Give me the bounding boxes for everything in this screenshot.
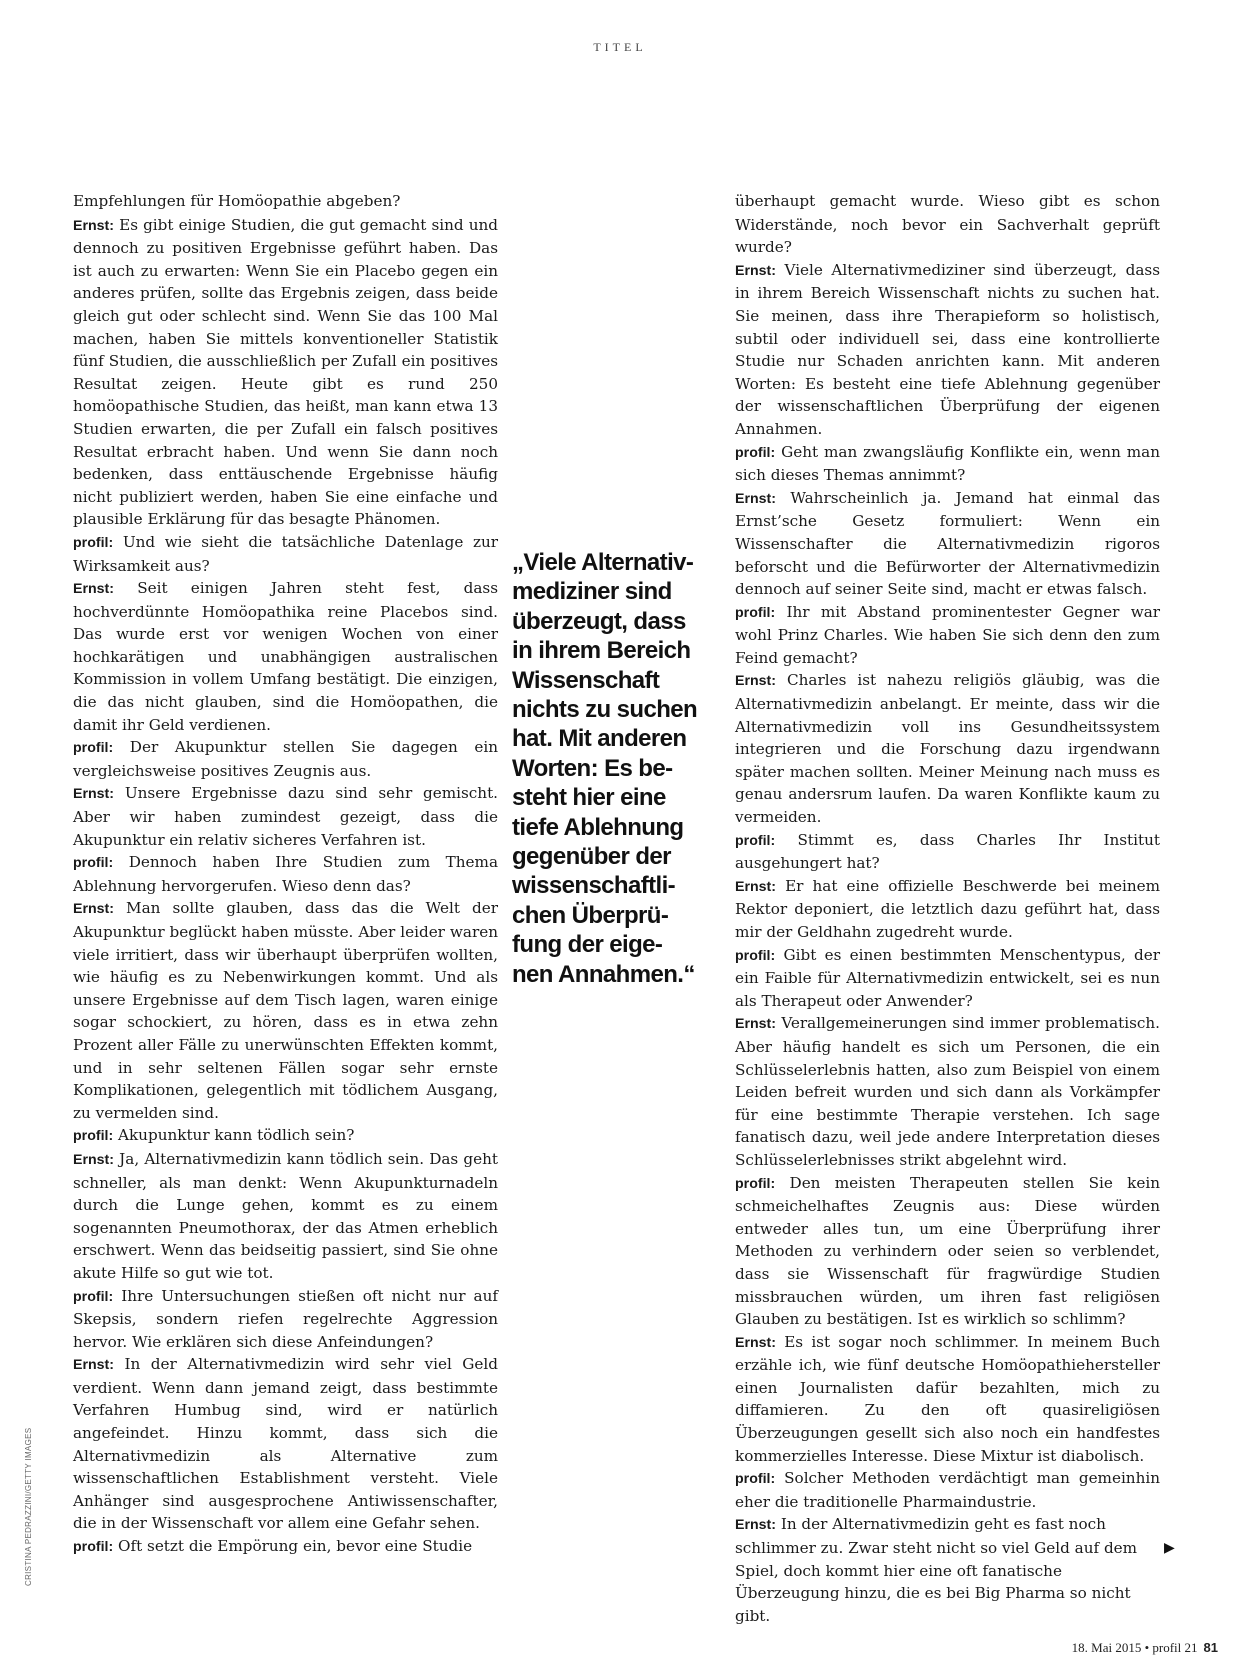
paragraph-text: Gibt es einen bestimmten Menschentypus, der ein Faible für Alternativmedizin entwickelt, sei es nun als Therapeut oder Anwender? xyxy=(735,945,1160,1010)
speaker-label: profil: xyxy=(73,1539,114,1556)
speaker-label: profil: xyxy=(735,1471,776,1488)
speaker-label: Ernst: xyxy=(735,1517,776,1534)
paragraph-text: Unsere Ergebnisse dazu sind sehr gemischt. Aber wir haben zumindest gezeigt, dass die Akupunktur ein relativ sicheres Verfahren ist. xyxy=(73,784,498,849)
pull-quote-line: wissenschaftli- xyxy=(512,872,676,900)
paragraph-text: Empfehlungen für Homöopathie abgeben? xyxy=(73,192,401,210)
paragraph-text: Seit einigen Jahren steht fest, dass hochverdünnte Homöopathika reine Placebos sind. Das wurde erst vor wenigen Wochen von einer hochkarätigen und unabhängigen australischen Kommission in vollem Umfang bestätigt. Die einzigen, die das nicht glauben, sind die Homöopathen, die damit ihr Geld verdienen. xyxy=(73,579,499,734)
paragraph xyxy=(73,1535,498,1559)
paragraph-text: Der Akupunktur stellen Sie dagegen ein vergleichsweise positives Zeugnis aus. xyxy=(73,738,499,780)
pull-quote-line: fung der eige- xyxy=(512,931,663,959)
pull-quote-line: hat. Mit anderen xyxy=(512,725,687,753)
paragraph-text: Es ist sogar noch schlimmer. In meinem Buch erzähle ich, wie fünf deutsche Homöopathiehersteller einen Journalisten dafür bezahlten, mich zu diffamieren. Zu den oft quasireligiösen Überzeugungen gesellt sich also noch ein handfestes kommerzielles Interesse. Diese Mixtur ist diabolisch. xyxy=(735,1332,1160,1465)
pull-quote-line: gegenüber der xyxy=(512,843,671,871)
paragraph-text: Es gibt einige Studien, die gut gemacht sind und dennoch zu positiven Ergebnisse geführt haben. Das ist auch zu erwarten: Wenn Sie ein Placebo gegen ein anderes prüfen, sollte das Ergebnis zeigen, dass beide gleich gut oder schlecht sind. Wenn Sie das 100 Mal machen, haben Sie mittels konventioneller Statistik fünf Studien, die ausschließlich per Zufall ein positives Resultat zeigen. Heute gibt es rund 250 homöopathische Studien, das heißt, man kann etwa 13 Studien erwarten, die per Zufall ein falsch positives Resultat erbracht haben. Und wenn Sie dann noch bedenken, dass enttäuschende Ergebnisse häufig nicht publiziert werden, haben Sie eine einfache und plausible Erklärung für das besagte Phänomen. xyxy=(73,215,498,529)
speaker-label: Ernst: xyxy=(73,581,114,598)
pull-quote-line: nichts zu suchen xyxy=(512,696,698,724)
speaker-label: profil: xyxy=(73,1288,114,1305)
speaker-label: Ernst: xyxy=(735,673,776,690)
paragraph-text: Er hat eine offizielle Beschwerde bei meinem Rektor deponiert, die letztlich dazu geführt hat, dass mir der Geldhahn zugedreht wurde. xyxy=(735,876,1160,941)
paragraph xyxy=(73,214,498,531)
paragraph xyxy=(73,1353,498,1535)
speaker-label: Ernst: xyxy=(735,878,776,895)
speaker-label: profil: xyxy=(735,604,776,621)
paragraph-text: Stimmt es, dass Charles Ihr Institut ausgehungert hat? xyxy=(735,830,1160,873)
paragraph xyxy=(73,897,498,1124)
paragraph xyxy=(735,1513,1160,1627)
paragraph xyxy=(735,190,1160,259)
page-number: 81 xyxy=(1203,1640,1218,1655)
paragraph-text: In der Alternativmedizin geht es fast noch schlimmer zu. Zwar steht nicht so viel Geld auf dem Spiel, doch kommt hier eine oft fanatische Überzeugung hinzu, die es bei Big Pharma so nicht gibt. xyxy=(735,1515,1138,1625)
photo-credit: CRISTINA PEDRAZZINI/GETTY IMAGES xyxy=(24,1427,33,1586)
paragraph xyxy=(735,875,1160,944)
speaker-label: Ernst: xyxy=(735,262,776,279)
paragraph xyxy=(735,1467,1160,1513)
paragraph-text: überhaupt gemacht wurde. Wieso gibt es schon Widerstände, noch bevor ein Sachverhalt geprüft wurde? xyxy=(735,192,1160,257)
pull-quote-line: steht hier eine xyxy=(512,784,666,812)
paragraph xyxy=(73,782,498,851)
speaker-label: Ernst: xyxy=(73,1357,114,1374)
paragraph-text: Dennoch haben Ihre Studien zum Thema Ablehnung hervorgerufen. Wieso denn das? xyxy=(73,853,498,895)
speaker-label: Ernst: xyxy=(735,490,776,507)
paragraph xyxy=(735,601,1160,670)
pull-quote-line: chen Überprü- xyxy=(512,901,669,929)
paragraph xyxy=(73,1285,498,1354)
paragraph-text: Oft setzt die Empörung ein, bevor eine Studie xyxy=(118,1537,473,1556)
paragraph xyxy=(73,1148,498,1285)
speaker-label: profil: xyxy=(735,947,776,964)
paragraph-text: In der Alternativmedizin wird sehr viel Geld verdient. Wenn dann jemand zeigt, dass bestimmte Verfahren Humbug sind, wird er natürlich angefeindet. Hinzu kommt, dass sich die Alternativmedizin als Alternative zum wissenschaftlichen Establishment versteht. Viele Anhänger sind ausgesprochene Antiwissenschafter, die in der Wissenschaft vor allem eine Gefahr sehen. xyxy=(73,1355,499,1533)
speaker-label: Ernst: xyxy=(73,1151,114,1168)
paragraph xyxy=(735,669,1160,828)
paragraph-text: Man sollte glauben, dass das die Welt der Akupunktur beglückt haben müsste. Aber leider waren viele irritiert, dass wir überhaupt überprüfen wollten, wie häufig es zu Nebenwirkungen kommt. Und als unsere Ergebnisse auf dem Tisch lagen, waren einige sogar schockiert, zu hören, dass es in etwa zehn Prozent aller Fälle zu unerwünschten Effekten kommt, und in sehr seltenen Fällen sogar sehr ernste Komplikationen, gelegentlich mit tödlichem Ausgang, zu vermelden sind. xyxy=(73,899,499,1122)
speaker-label: profil: xyxy=(73,740,114,757)
paragraph-text: Wahrscheinlich ja. Jemand hat einmal das Ernst’sche Gesetz formuliert: Wenn ein Wissenschafter die Alternativmedizin rigoros beforscht und die Befürworter der Alternativmedizin dennoch auf seiner Seite sind, macht er etwas falsch. xyxy=(735,488,1161,599)
paragraph xyxy=(735,829,1160,875)
section-label: TITEL xyxy=(593,40,647,54)
paragraph xyxy=(73,736,498,782)
pull-quote-line: Wissenschaft xyxy=(512,666,660,694)
pull-quote-line: nen Annahmen.“ xyxy=(512,960,695,988)
paragraph xyxy=(735,1172,1160,1331)
speaker-label: profil: xyxy=(735,1175,776,1192)
paragraph xyxy=(73,190,498,214)
paragraph xyxy=(73,1124,498,1148)
paragraph-text: Akupunktur kann tödlich sein? xyxy=(118,1126,355,1145)
paragraph-text: Ja, Alternativmedizin kann tödlich sein. Das geht schneller, als man denkt: Wenn Akupunkturnadeln durch die Lunge gehen, kommt es zu einem sogenannten Pneumothorax, der das Atmen erheblich erschwert. Wenn das beidseitig passiert, sind Sie ohne akute Hilfe so gut wie tot. xyxy=(73,1149,498,1282)
paragraph xyxy=(73,577,498,736)
pull-quote-line: mediziner sind xyxy=(512,578,672,606)
speaker-label: Ernst: xyxy=(735,1334,776,1351)
pull-quote-line: überzeugt, dass xyxy=(512,607,686,635)
paragraph-text: Und wie sieht die tatsächliche Datenlage zur Wirksamkeit aus? xyxy=(73,532,498,575)
speaker-label: Ernst: xyxy=(73,901,114,918)
issue-info: 18. Mai 2015 • profil 21 xyxy=(1071,1640,1198,1655)
speaker-label: profil: xyxy=(73,1128,114,1145)
speaker-label: Ernst: xyxy=(735,1016,776,1033)
paragraph-text: Ihre Untersuchungen stießen oft nicht nur auf Skepsis, sondern riefen regelrechte Aggression hervor. Wie erklären sich diese Anfeindungen? xyxy=(73,1286,498,1351)
speaker-label: profil: xyxy=(73,534,114,551)
pull-quote-line: in ihrem Bereich xyxy=(512,637,691,665)
pull-quote-line: tiefe Ablehnung xyxy=(512,813,684,841)
paragraph-text: Viele Alternativmediziner sind überzeugt, dass in ihrem Bereich Wissenschaft nichts zu suchen hat. Sie meinen, dass ihre Therapieform so holistisch, subtil oder individuell sei, dass eine kontrollierte Studie nur Schaden anrichten kann. Mit anderen Worten: Es besteht eine tiefe Ablehnung gegenüber der wissenschaftlichen Überprüfung der eigenen Annahmen. xyxy=(735,260,1160,438)
paragraph xyxy=(73,851,498,897)
article-column-right xyxy=(735,190,1160,1627)
speaker-label: profil: xyxy=(73,855,114,872)
paragraph xyxy=(735,487,1160,601)
speaker-label: profil: xyxy=(735,444,776,461)
paragraph xyxy=(735,944,1160,1013)
paragraph-text: Verallgemeinerungen sind immer problematisch. Aber häufig handelt es sich um Personen, die ein Schlüsselerlebnis hatten, also zum Beispiel von einem Leiden befreit wurden und sich dann als Vorkämpfer für eine bestimmte Therapie verstehen. Ich sage fanatisch dazu, weil jede andere Interpretation dieses Schlüsselerlebnisses strikt abgelehnt wird. xyxy=(735,1014,1160,1169)
paragraph-text: Ihr mit Abstand prominentester Gegner war wohl Prinz Charles. Wie haben Sie sich denn den zum Feind gemacht? xyxy=(735,602,1161,667)
paragraph xyxy=(735,259,1160,441)
pull-quote-line: Worten: Es be- xyxy=(512,754,673,782)
paragraph xyxy=(735,1331,1160,1468)
paragraph xyxy=(735,441,1160,487)
paragraph-text: Solcher Methoden verdächtigt man gemeinhin eher die traditionelle Pharmaindustrie. xyxy=(735,1469,1160,1511)
paragraph-text: Den meisten Therapeuten stellen Sie kein schmeichelhaftes Zeugnis aus: Diese würden entweder alles tun, um eine Überprüfung ihrer Methoden zu verhindern oder seien so verblendet, dass sie Wissenschaft für fragwürdige Studien missbrauchen würden, um ihren fast religiösen Glauben zu bestätigen. Ist es wirklich so schlimm? xyxy=(735,1173,1161,1329)
paragraph-text: Geht man zwangsläufig Konflikte ein, wenn man sich dieses Themas annimmt? xyxy=(735,442,1161,485)
continue-arrow-icon: ▶ xyxy=(1164,1540,1175,1556)
article-column-left xyxy=(73,190,498,1559)
speaker-label: Ernst: xyxy=(73,217,114,234)
speaker-label: profil: xyxy=(735,832,776,849)
pull-quote xyxy=(512,548,718,989)
speaker-label: Ernst: xyxy=(73,786,114,803)
pull-quote-line: „Viele Alternativ- xyxy=(512,549,694,576)
paragraph-text: Charles ist nahezu religiös gläubig, was die Alternativmedizin anbelangt. Er meinte, dass wir die Alternativmedizin voll ins Gesundheitssystem integrieren und die Forschung dazu irgendwann später machen sollten. Meiner Meinung nach muss es genau andersrum laufen. Da waren Konflikte kaum zu vermeiden. xyxy=(735,671,1161,827)
paragraph xyxy=(735,1012,1160,1171)
paragraph xyxy=(73,531,498,577)
